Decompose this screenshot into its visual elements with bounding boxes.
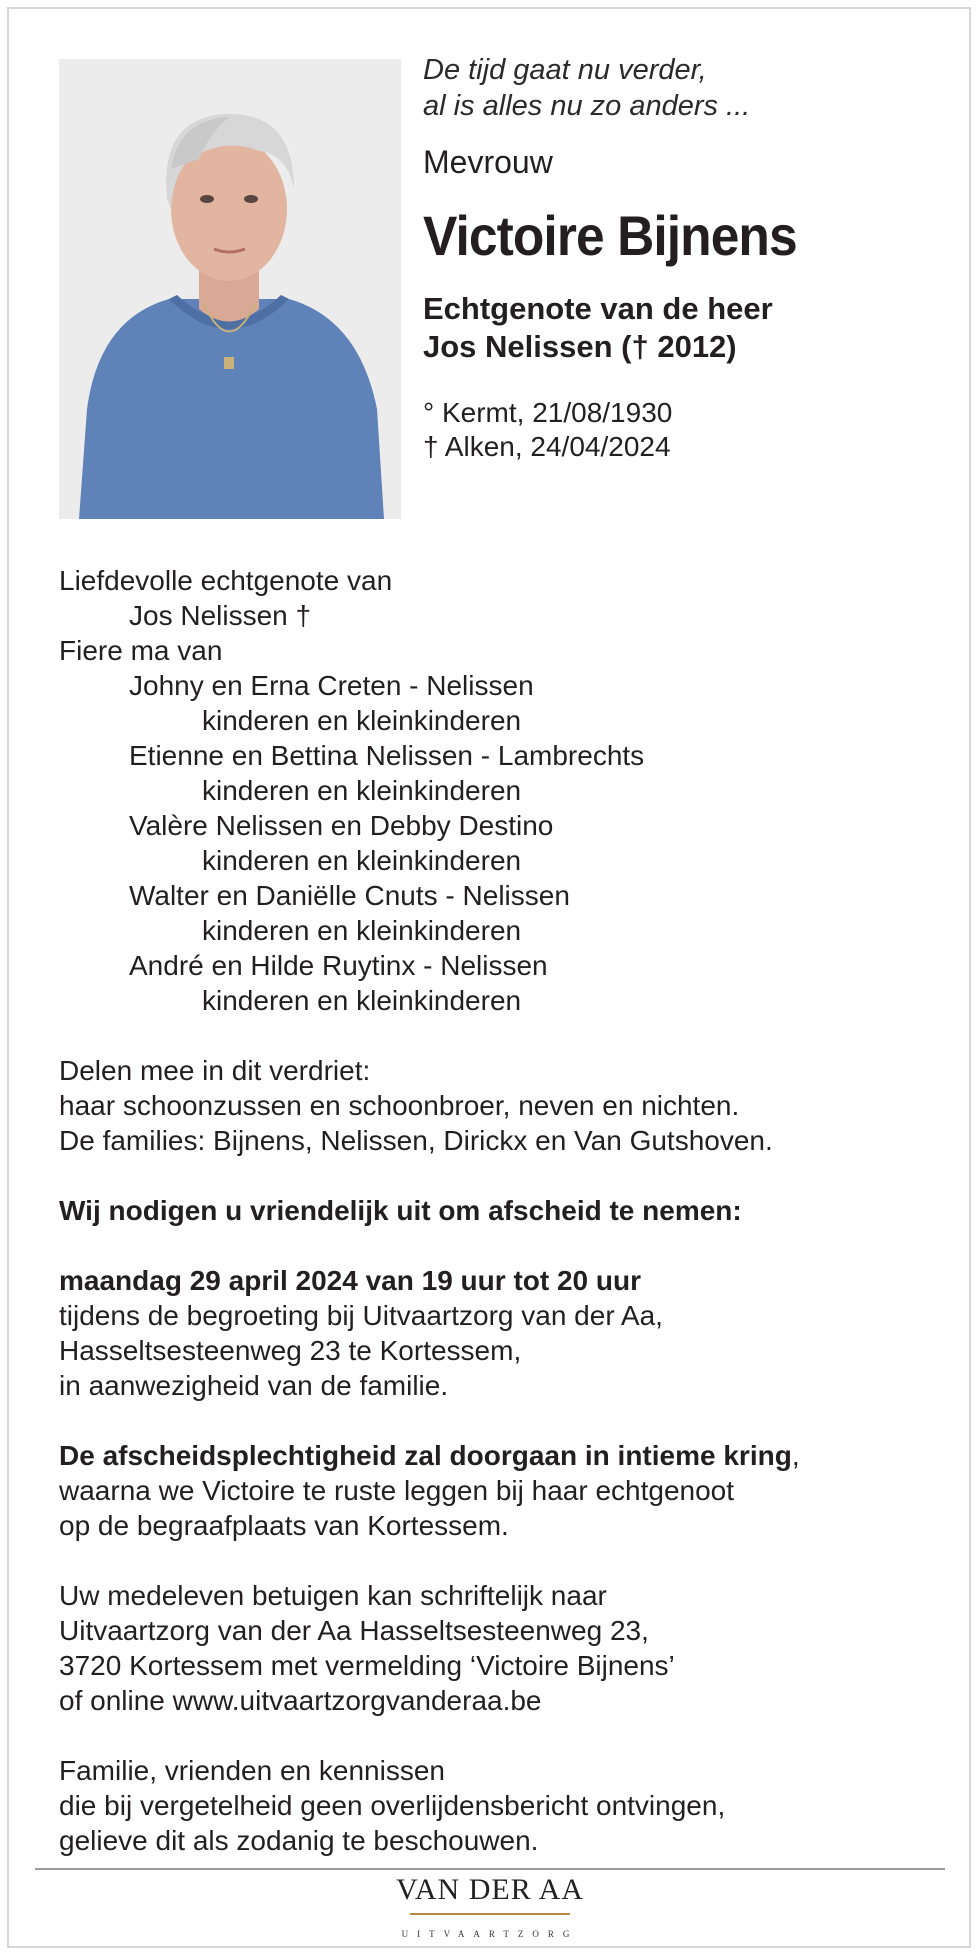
header-block (423, 52, 943, 464)
child-name: Etienne en Bettina Nelissen - Lambrechts (129, 740, 645, 771)
obituary-body (59, 563, 939, 1858)
spouse-name: Jos Nelissen † (129, 600, 312, 631)
notice-line-2: die bij vergetelheid geen overlijdensbericht ontvingen, (59, 1790, 726, 1821)
child-descendants: kinderen en kleinkinderen (202, 775, 522, 806)
spouse-intro: Liefdevolle echtgenote van (59, 565, 393, 596)
funeral-home-subtitle: UITVAARTZORG (401, 1929, 579, 1939)
child-descendants: kinderen en kleinkinderen (202, 985, 522, 1016)
condolences-line-4: of online www.uitvaartzorgvanderaa.be (59, 1685, 542, 1716)
visitation-line-3: in aanwezigheid van de familie. (59, 1370, 449, 1401)
portrait-photo (59, 59, 401, 519)
child-name: Johny en Erna Creten - Nelissen (129, 670, 534, 701)
invitation-heading: Wij nodigen u vriendelijk uit om afscheid te nemen: (59, 1195, 742, 1226)
spouse-line-2: Jos Nelissen († 2012) (423, 329, 737, 364)
condolences-line-2: Uitvaartzorg van der Aa Hasseltsesteenweg 23, (59, 1615, 649, 1646)
visitation-line-1: tijdens de begroeting bij Uitvaartzorg van der Aa, (59, 1300, 663, 1331)
spouse-line-1: Echtgenote van de heer (423, 291, 773, 326)
ceremony-line-3: op de begraafplaats van Kortessem. (59, 1510, 509, 1541)
visitation-line-2: Hasseltsesteenweg 23 te Kortessem, (59, 1335, 522, 1366)
logo-accent-line (410, 1913, 570, 1915)
sharing-line-3: De families: Bijnens, Nelissen, Dirickx en Van Gutshoven. (59, 1125, 773, 1156)
ceremony-bold: De afscheidsplechtigheid zal doorgaan in intieme kring (59, 1440, 792, 1471)
birth-date: ° Kermt, 21/08/1930 (423, 397, 673, 428)
deceased-name: Victoire Bijnens (423, 204, 797, 267)
death-date: † Alken, 24/04/2024 (423, 431, 671, 462)
visitation-date: maandag 29 april 2024 van 19 uur tot 20 uur (59, 1265, 641, 1296)
notice-line-1: Familie, vrienden en kennissen (59, 1755, 445, 1786)
child-descendants: kinderen en kleinkinderen (202, 705, 522, 736)
honorific: Mevrouw (423, 144, 553, 180)
child-name: Valère Nelissen en Debby Destino (129, 810, 554, 841)
children-intro: Fiere ma van (59, 635, 223, 666)
child-descendants: kinderen en kleinkinderen (202, 845, 522, 876)
ceremony-line-2: waarna we Victoire te ruste leggen bij haar echtgenoot (59, 1475, 735, 1506)
ceremony-line-1 (59, 1438, 939, 1473)
sharing-line-2: haar schoonzussen en schoonbroer, neven en nichten. (59, 1090, 740, 1121)
funeral-home-logo: VAN DER AA (396, 1873, 584, 1906)
sharing-line-1: Delen mee in dit verdriet: (59, 1055, 371, 1086)
condolences-line-3: 3720 Kortessem met vermelding ‘Victoire Bijnens’ (59, 1650, 675, 1681)
motto-line-1: De tijd gaat nu verder, (423, 54, 707, 86)
notice-line-3: gelieve dit als zodanig te beschouwen. (59, 1825, 539, 1856)
child-name: Walter en Daniëlle Cnuts - Nelissen (129, 880, 570, 911)
footer-divider (35, 1868, 945, 1870)
child-name: André en Hilde Ruytinx - Nelissen (129, 950, 548, 981)
child-descendants: kinderen en kleinkinderen (202, 915, 522, 946)
ceremony-comma: , (791, 1440, 800, 1471)
condolences-line-1: Uw medeleven betuigen kan schriftelijk naar (59, 1580, 607, 1611)
motto-line-2: al is alles nu zo anders ... (423, 90, 751, 122)
